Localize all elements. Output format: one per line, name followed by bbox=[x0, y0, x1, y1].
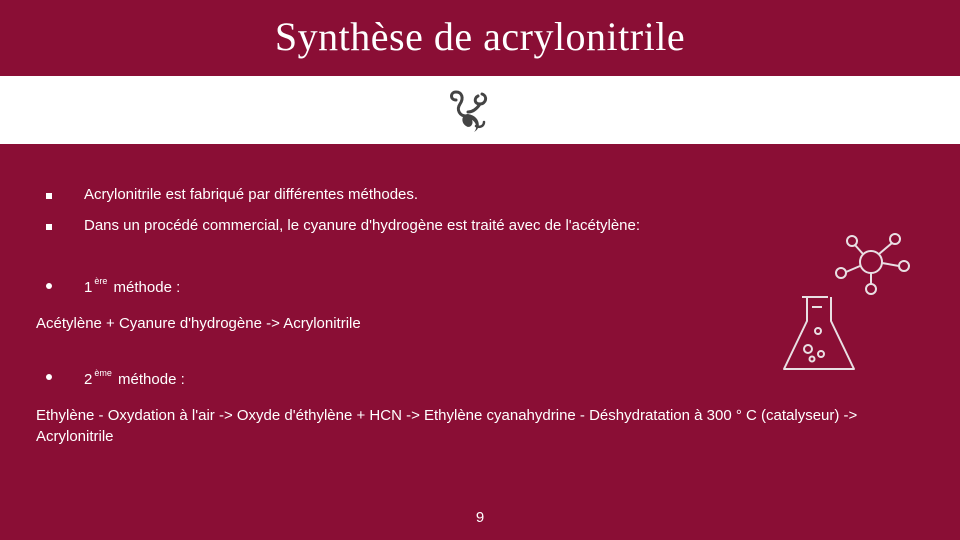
flask-icon bbox=[778, 291, 860, 377]
method-1-number: 1 bbox=[84, 279, 93, 296]
slide-title: Synthèse de acrylonitrile bbox=[274, 13, 686, 59]
method-2-heading bbox=[84, 368, 185, 388]
method-2-label: méthode : bbox=[118, 371, 185, 388]
square-bullet-icon bbox=[46, 193, 52, 199]
method-2-equation: Ethylène - Oxydation à l'air -> Oxyde d'éthylène + HCN -> Ethylène cyanahydrine - Déshydratation à 300 ° C (catalyseur) -> Acrylonitrile bbox=[36, 407, 858, 445]
method-2-superscript: ème bbox=[94, 368, 112, 378]
round-bullet-icon bbox=[46, 283, 52, 289]
method-1-heading bbox=[84, 276, 181, 296]
ornament-band bbox=[0, 76, 960, 144]
method-1-equation: Acétylène + Cyanure d'hydrogène -> Acrylonitrile bbox=[36, 315, 361, 332]
square-bullet-icon bbox=[46, 224, 52, 230]
bullet-text-2: Dans un procédé commercial, le cyanure d'hydrogène est traité avec de l'acétylène: bbox=[84, 217, 641, 234]
title-bar bbox=[0, 0, 960, 76]
method-1-label: méthode : bbox=[113, 279, 181, 296]
molecule-icon bbox=[835, 232, 915, 296]
method-2-number: 2 bbox=[84, 371, 93, 388]
bullet-text-1: Acrylonitrile est fabriqué par différentes méthodes. bbox=[84, 186, 419, 203]
fleuron-ornament-icon bbox=[446, 88, 492, 134]
round-bullet-icon bbox=[46, 374, 52, 380]
method-1-superscript: ère bbox=[94, 276, 108, 286]
page-number: 9 bbox=[475, 509, 485, 526]
